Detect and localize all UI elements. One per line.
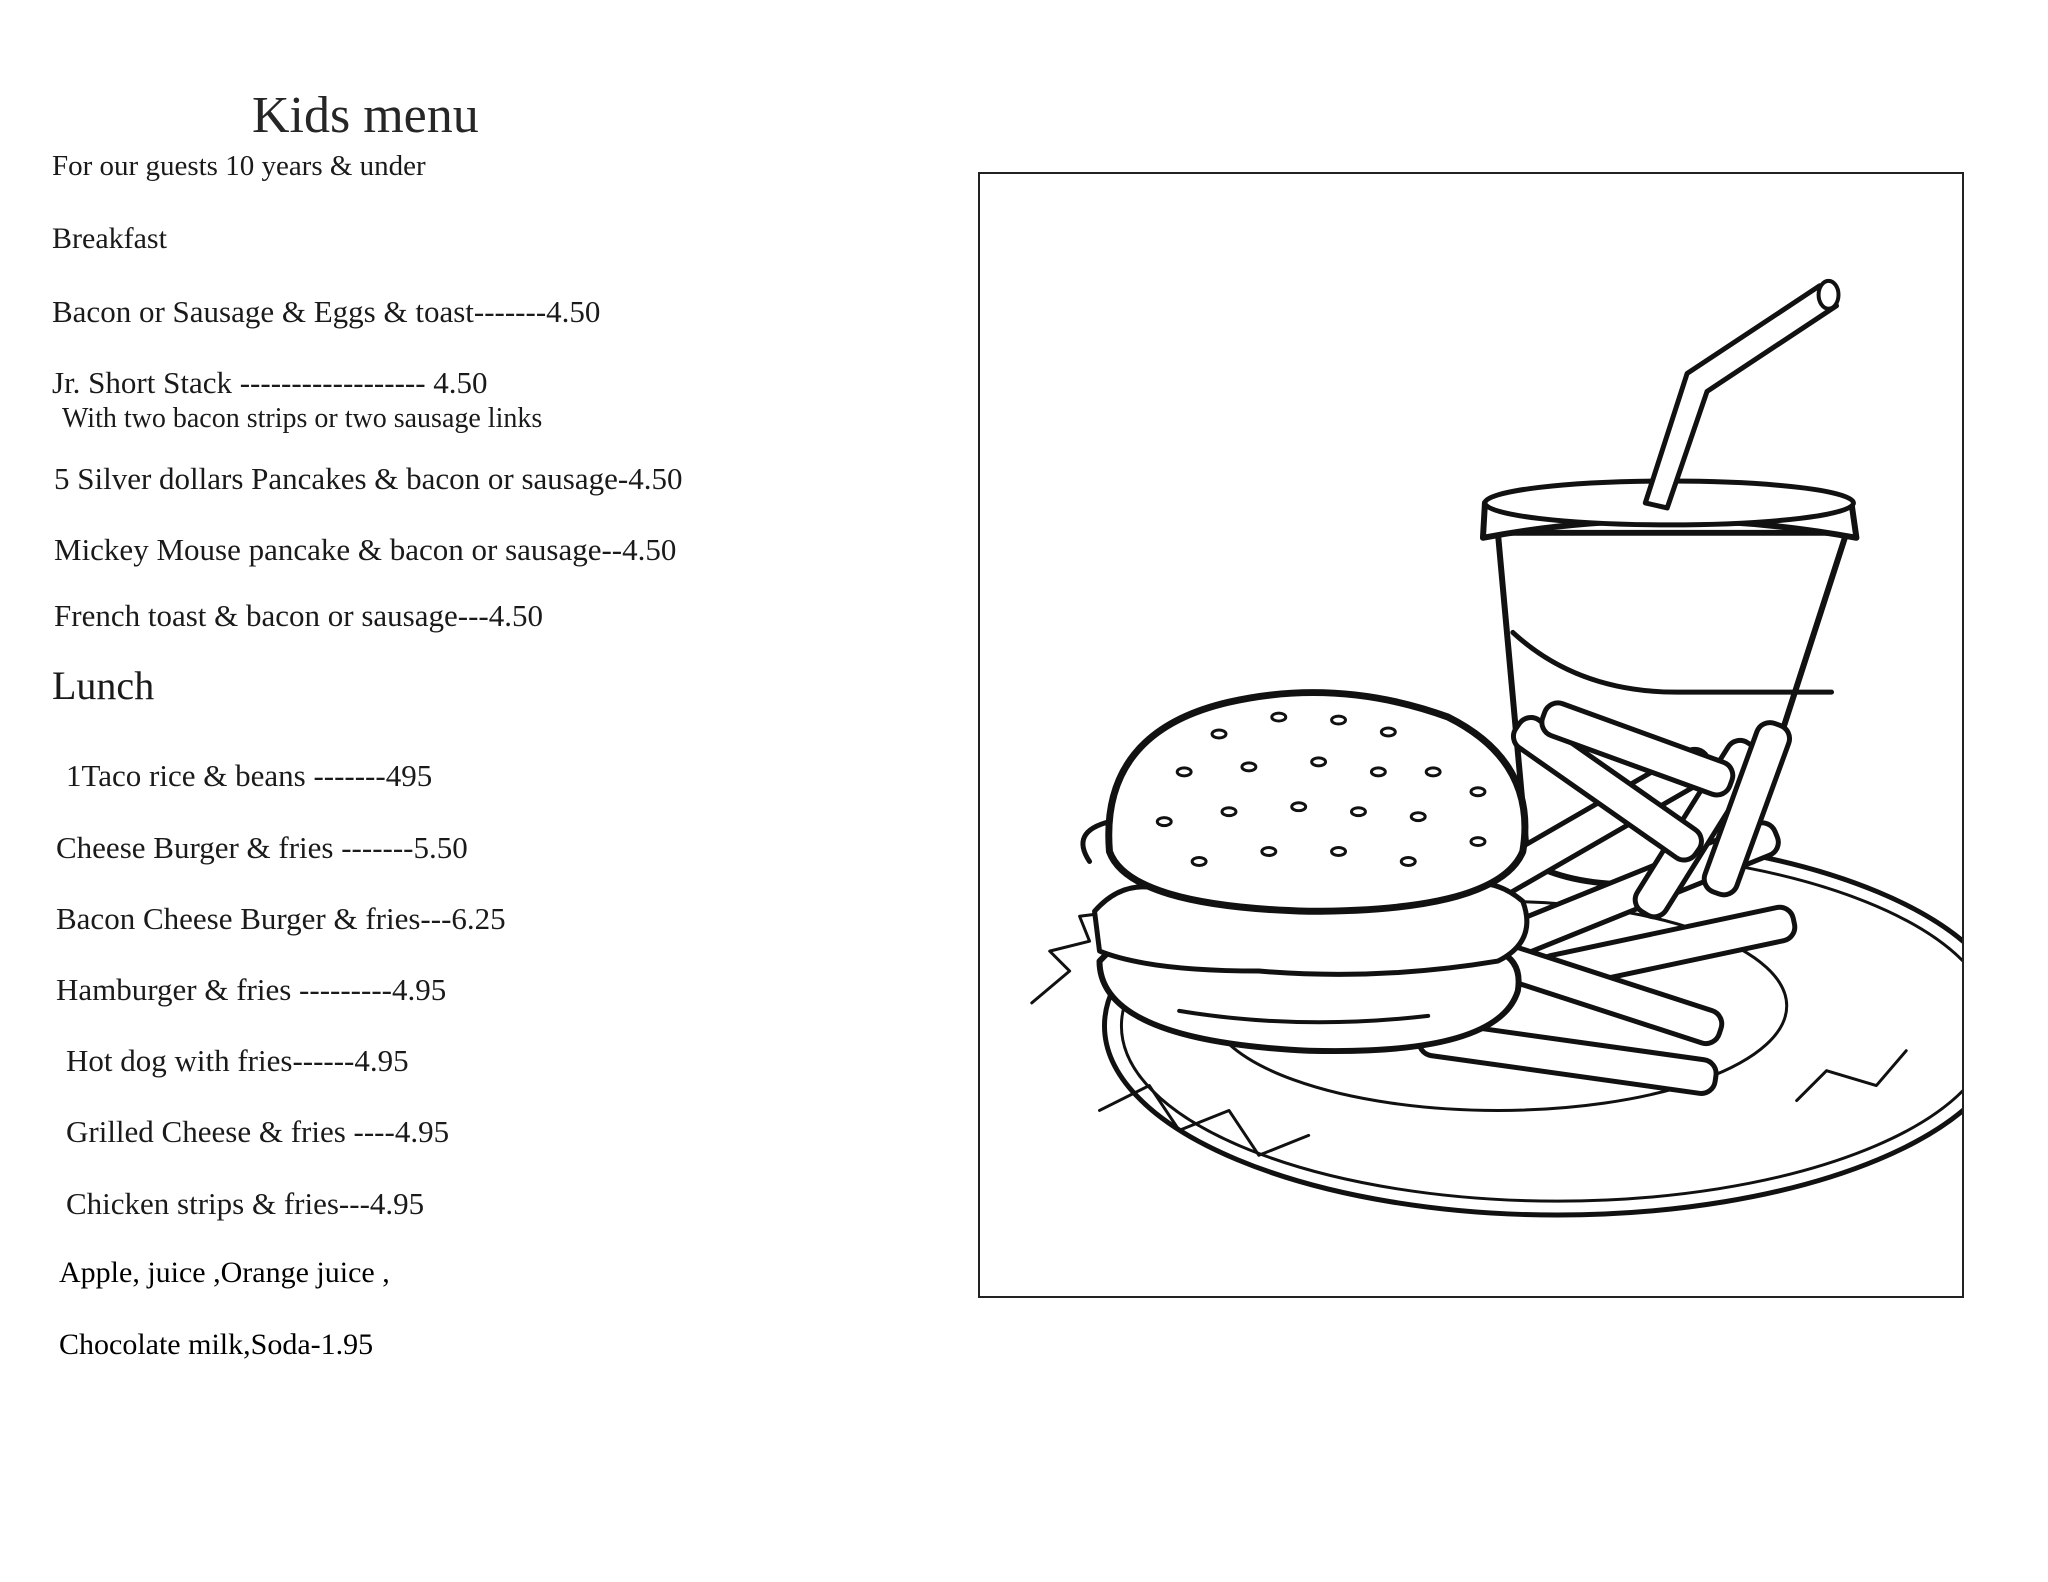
lunch-item: Bacon Cheese Burger & fries---6.25: [56, 901, 506, 936]
lunch-item: Cheese Burger & fries -------5.50: [56, 830, 468, 865]
drinks-line: Chocolate milk,Soda-1.95: [59, 1328, 374, 1361]
lunch-item: Grilled Cheese & fries ----4.95: [66, 1114, 450, 1149]
breakfast-item: Jr. Short Stack ------------------ 4.50: [52, 365, 488, 400]
breakfast-item: 5 Silver dollars Pancakes & bacon or sausage-4.50: [54, 461, 683, 496]
illustration-frame: [978, 172, 1964, 1298]
lunch-item: Chicken strips & fries---4.95: [66, 1186, 425, 1221]
breakfast-item-note: With two bacon strips or two sausage links: [62, 403, 543, 434]
burger-fries-drink-icon: [980, 174, 1962, 1296]
lunch-heading: Lunch: [52, 663, 155, 708]
breakfast-item: French toast & bacon or sausage---4.50: [54, 598, 543, 633]
drinks-line: Apple, juice ,Orange juice ,: [59, 1256, 390, 1289]
page-title: Kids menu: [252, 87, 479, 144]
breakfast-item: Bacon or Sausage & Eggs & toast-------4.50: [52, 294, 601, 329]
page-subtitle: For our guests 10 years & under: [52, 150, 426, 182]
breakfast-item: Mickey Mouse pancake & bacon or sausage--4.50: [54, 532, 677, 567]
lunch-item: Hamburger & fries ---------4.95: [56, 972, 447, 1007]
breakfast-heading: Breakfast: [52, 222, 167, 255]
lunch-item: 1Taco rice & beans -------495: [66, 758, 433, 793]
lunch-item: Hot dog with fries------4.95: [66, 1043, 409, 1078]
